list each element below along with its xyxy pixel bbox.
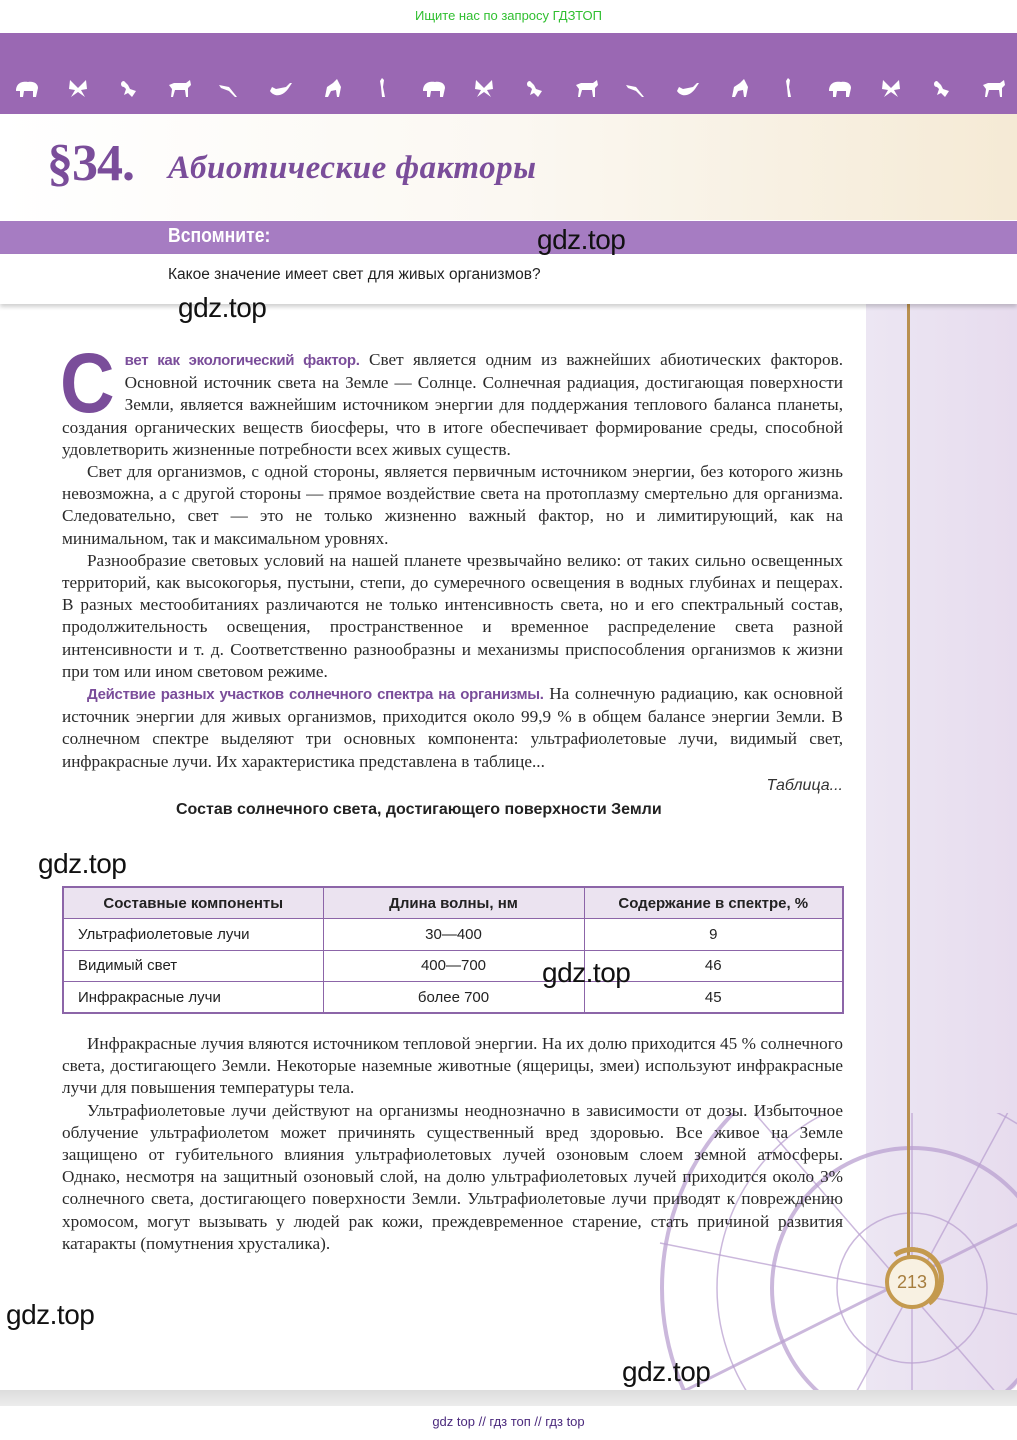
- paragraph-number: §34.: [47, 135, 134, 192]
- animal-header-bar: [0, 33, 1017, 114]
- remember-label: Вспомните:: [168, 225, 271, 247]
- remember-bar: [0, 221, 1017, 254]
- table-caption: [62, 773, 843, 823]
- bison-icon: [10, 75, 44, 101]
- bird-icon: [823, 75, 857, 101]
- page-number: 213: [885, 1255, 939, 1309]
- column-header: Составные компоненты: [63, 887, 323, 919]
- watermark: gdz.top: [542, 957, 631, 988]
- table-row: Инфракрасные лучи более 700 45: [63, 982, 843, 1014]
- meerkat-icon: [976, 75, 1010, 101]
- dropcap: С: [60, 336, 115, 430]
- butterfly-icon: [620, 75, 654, 101]
- bird-icon: [213, 75, 247, 101]
- table-row: Видимый свет 400—700 46: [63, 950, 843, 982]
- textbook-page: [0, 33, 1017, 1390]
- solar-light-table: [62, 886, 844, 1014]
- insect-icon: [417, 75, 451, 101]
- goat-icon: [925, 75, 959, 101]
- title-band: [0, 114, 1017, 220]
- table-tag: Таблица...: [766, 776, 843, 794]
- lizard-icon: [569, 75, 603, 101]
- section-heading-spectrum: Действие разных участков солнечного спектра на организмы.: [87, 686, 544, 704]
- search-banner: Ищите нас по запросу ГДЗТОП: [0, 0, 1017, 33]
- main-text-continued: [62, 1033, 843, 1255]
- paragraph: Ультрафиолетовые лучи действуют на организмы неоднозначно в зависимости от дозы. Избыточное облучение ультрафиолетом может причинять существенный вред здоровью. Все живое на Земле защищено от губительного влияния ультрафиолетовых лучей озоновым слоем земной атмосферы. Однако, несмотря на защитный озоновый слой, на долю ультрафиолетовых лучей приходится около 3% солнечного света, достигающего поверхности Земли. Ультрафиолетовые лучи приводят к повреждению хромосом, могут вызывать у людей рак кожи, преждевременное старение, стать причиной развития катаракты (помутнения хрусталика).: [62, 1100, 843, 1253]
- column-header: Длина волны, нм: [323, 887, 584, 919]
- paragraph: Свет для организмов, с одной стороны, является первичным источником энергии, без которого жизнь невозможна, а с другой стороны — прямое воздействие света на протоплазму смертельно для организма. Следовательно, свет — это не только жизненно важный фактор, но и лимитирующий, как на минимальном, так и максимальном уровнях.: [62, 462, 843, 548]
- scorpion-icon: [722, 75, 756, 101]
- remember-box: [0, 254, 1017, 304]
- paragraph: Инфракрасные лучия вляются источником тепловой энергии. На их долю приходится 45 % солнечного света, достигающего Земли. Некоторые наземные животные (ящерицы, змеи) используют инфракрасные лучи для повышения температуры тела.: [62, 1034, 843, 1098]
- page-title: Абиотические факторы: [168, 150, 537, 186]
- horse-icon: [162, 75, 196, 101]
- section-light-paragraph: Свет как экологический фактор. Свет является одним из важнейших абиотических факторов. Основной источник света на Земле — Солнце. Солнечная радиация, достигающая поверхности Земли, является важнейшим источником энергии для поддержания теплового баланса планеты, создания органических веществ биосферы, что в итоге обеспечивает формирование среды, способной удовлетворить жизненные потребности всех живых существ.: [60, 336, 844, 459]
- animal-icons-row: [10, 75, 1010, 101]
- watermark: gdz.top: [38, 848, 127, 879]
- bison-icon: [671, 75, 705, 101]
- watermark: gdz.top: [537, 224, 626, 255]
- section-heading-light: вет как экологический фактор.: [124, 352, 360, 369]
- fish-icon: [264, 75, 298, 101]
- goat-icon: [315, 75, 349, 101]
- watermark: gdz.top: [622, 1356, 711, 1387]
- table-header-row: [63, 887, 843, 919]
- kangaroo-icon: [518, 75, 552, 101]
- watermark: gdz.top: [6, 1299, 95, 1330]
- horse-icon: [772, 75, 806, 101]
- meerkat-icon: [366, 75, 400, 101]
- table-row: Ультрафиолетовые лучи 30—400 9: [63, 919, 843, 951]
- paragraph: Разнообразие световых условий на нашей планете чрезвычайно велико: от таких сильно освещенных территорий, как высокогорья, пустыни, степи, до сумеречного освещения в водных глубинах и пещерах. В разных местообитаниях различаются не только интенсивность света, но и его спектральный состав, продолжительность освещения, пространственное и временное распределение света разной интенсивности и т. д. Соответственно разнообразны и механизмы приспособления организмов к жизни при том или ином световом режиме.: [62, 550, 843, 681]
- footer-links: gdz top // гдз топ // гдз top: [0, 1406, 1017, 1440]
- butterfly-icon: [61, 75, 95, 101]
- page-shadow-strip: [0, 1390, 1017, 1406]
- bull-icon: [467, 75, 501, 101]
- margin-gold-line: [907, 304, 910, 1264]
- section-spectrum-paragraph: Действие разных участков солнечного спектра на организмы. На солнечную радиацию, как основной источник энергии для живых организмов, приходится около 99,9 % в общем балансе энергии Земли. В солнечном спектре выделяют три основных компонента: ультрафиолетовые лучи, видимый свет, инфракрасные лучи. Их характеристика представлена в таблице...: [62, 684, 843, 771]
- main-text: [60, 336, 844, 823]
- column-header: Содержание в спектре, %: [584, 887, 843, 919]
- scorpion-icon: [112, 75, 146, 101]
- fish-icon: [874, 75, 908, 101]
- table-title: Состав солнечного света, достигающего поверхности Земли: [176, 800, 662, 818]
- watermark: gdz.top: [178, 292, 267, 323]
- remember-question: Какое значение имеет свет для живых организмов?: [168, 266, 541, 283]
